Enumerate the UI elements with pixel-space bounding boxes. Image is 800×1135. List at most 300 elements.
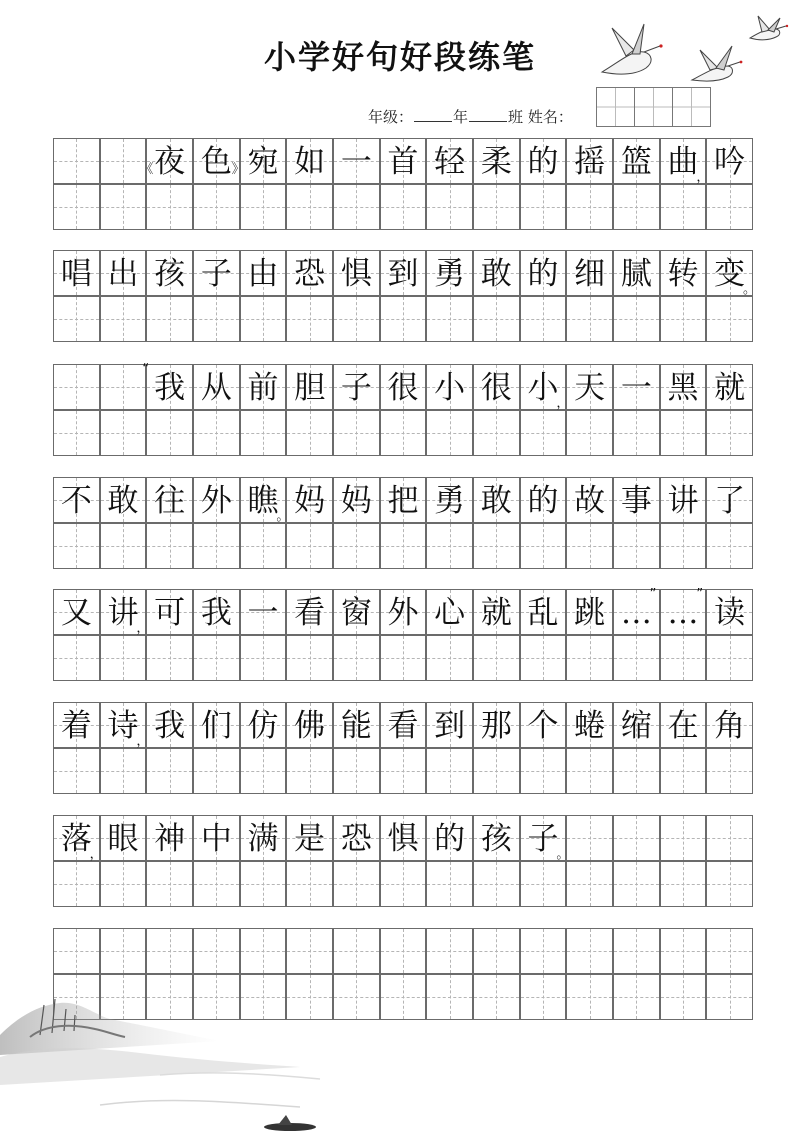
- writing-cell[interactable]: [566, 702, 613, 748]
- practice-cell[interactable]: [286, 410, 333, 456]
- grid-character: [334, 929, 379, 973]
- practice-cell[interactable]: [240, 635, 287, 681]
- practice-cell[interactable]: [100, 748, 147, 794]
- writing-cell[interactable]: [380, 702, 427, 748]
- writing-cell[interactable]: [53, 589, 100, 635]
- writing-cell[interactable]: [706, 364, 753, 410]
- practice-cell[interactable]: [473, 748, 520, 794]
- writing-cell[interactable]: [613, 364, 660, 410]
- practice-cell[interactable]: [146, 184, 193, 230]
- practice-cell[interactable]: [240, 184, 287, 230]
- writing-cell[interactable]: [706, 702, 753, 748]
- writing-cell[interactable]: [100, 250, 147, 296]
- punctuation-mark: ，: [556, 396, 570, 411]
- writing-cell[interactable]: [333, 477, 380, 523]
- writing-cell[interactable]: [380, 928, 427, 974]
- practice-cell[interactable]: [146, 296, 193, 342]
- practice-cell[interactable]: [660, 184, 707, 230]
- grid-character: 曲: [667, 144, 699, 180]
- grid-character: 一: [247, 595, 279, 631]
- practice-cell[interactable]: [613, 410, 660, 456]
- practice-cell[interactable]: [53, 523, 100, 569]
- writing-cell[interactable]: [380, 250, 427, 296]
- practice-cell[interactable]: [146, 523, 193, 569]
- writing-cell[interactable]: [380, 815, 427, 861]
- practice-cell[interactable]: [286, 523, 333, 569]
- practice-cell[interactable]: [380, 635, 427, 681]
- grid-character: 中: [200, 821, 232, 857]
- writing-cell[interactable]: [240, 364, 287, 410]
- practice-cell[interactable]: [706, 974, 753, 1020]
- grid-character: 子: [200, 256, 232, 292]
- practice-cell[interactable]: [333, 748, 380, 794]
- grid-character: …: [620, 595, 652, 631]
- writing-cell[interactable]: [473, 928, 520, 974]
- punctuation-mark: ，: [136, 734, 150, 749]
- grid-character: 我: [154, 370, 186, 406]
- name-label: 姓名：: [527, 108, 573, 126]
- writing-cell[interactable]: [566, 589, 613, 635]
- grid-character: 那: [480, 708, 512, 744]
- grid-character: 到: [387, 256, 419, 292]
- punctuation-mark: 。: [743, 282, 757, 297]
- practice-cell[interactable]: [53, 184, 100, 230]
- name-box[interactable]: [596, 87, 635, 127]
- grid-character: 我: [200, 595, 232, 631]
- practice-cell[interactable]: [240, 296, 287, 342]
- writing-cell[interactable]: [193, 250, 240, 296]
- grid-character: 腻: [620, 256, 652, 292]
- writing-cell[interactable]: [240, 589, 287, 635]
- practice-cell[interactable]: [426, 184, 473, 230]
- practice-cell[interactable]: [426, 523, 473, 569]
- practice-cell[interactable]: [286, 635, 333, 681]
- grid-character: 蜷: [574, 708, 606, 744]
- writing-cell[interactable]: [333, 250, 380, 296]
- writing-cell[interactable]: [473, 815, 520, 861]
- punctuation-mark: 》: [231, 162, 245, 177]
- writing-cell[interactable]: [660, 702, 707, 748]
- grade-blank[interactable]: [414, 107, 452, 122]
- grid-character: 细: [574, 256, 606, 292]
- writing-cell[interactable]: [146, 477, 193, 523]
- writing-cell[interactable]: [706, 138, 753, 184]
- writing-cell[interactable]: [520, 928, 567, 974]
- practice-cell[interactable]: [613, 184, 660, 230]
- writing-cell[interactable]: [520, 250, 567, 296]
- practice-cell[interactable]: [333, 296, 380, 342]
- writing-cell[interactable]: [146, 702, 193, 748]
- practice-cell[interactable]: [566, 410, 613, 456]
- practice-cell[interactable]: [53, 296, 100, 342]
- writing-cell[interactable]: [286, 250, 333, 296]
- grid-character: 讲: [667, 483, 699, 519]
- grid-character: 诗: [107, 708, 139, 744]
- practice-cell[interactable]: [660, 523, 707, 569]
- practice-cell[interactable]: [520, 861, 567, 907]
- grid-character: 能: [340, 708, 372, 744]
- practice-cell[interactable]: [240, 523, 287, 569]
- grid-character: [54, 139, 99, 183]
- practice-cell[interactable]: [193, 861, 240, 907]
- writing-cell[interactable]: [333, 364, 380, 410]
- grid-character: 事: [620, 483, 652, 519]
- writing-cell[interactable]: [333, 928, 380, 974]
- practice-cell[interactable]: [660, 635, 707, 681]
- grid-character: 惧: [340, 256, 372, 292]
- writing-cell[interactable]: [520, 702, 567, 748]
- practice-cell[interactable]: [193, 748, 240, 794]
- practice-cell[interactable]: [100, 635, 147, 681]
- practice-cell[interactable]: [240, 861, 287, 907]
- practice-cell[interactable]: [520, 748, 567, 794]
- practice-cell[interactable]: [53, 748, 100, 794]
- grid-character: 敢: [480, 483, 512, 519]
- practice-cell[interactable]: [613, 748, 660, 794]
- practice-cell[interactable]: [380, 861, 427, 907]
- grid-character: 天: [574, 370, 606, 406]
- grid-row: [53, 477, 753, 569]
- practice-cell[interactable]: [520, 410, 567, 456]
- practice-cell[interactable]: [706, 635, 753, 681]
- grid-character: [381, 929, 426, 973]
- practice-cell[interactable]: [566, 974, 613, 1020]
- punctuation-mark: ，: [89, 847, 103, 862]
- grid-character: 子: [340, 370, 372, 406]
- name-box[interactable]: [634, 87, 673, 127]
- writing-cell[interactable]: [473, 702, 520, 748]
- practice-cell[interactable]: [193, 296, 240, 342]
- writing-cell[interactable]: [520, 589, 567, 635]
- practice-cell[interactable]: [193, 410, 240, 456]
- grid-character: 个: [527, 708, 559, 744]
- grid-character: 恐: [340, 821, 372, 857]
- grid-character: 把: [387, 483, 419, 519]
- writing-cell[interactable]: [240, 138, 287, 184]
- practice-cell[interactable]: [380, 523, 427, 569]
- writing-cell[interactable]: [53, 364, 100, 410]
- practice-cell[interactable]: [380, 410, 427, 456]
- writing-cell[interactable]: [706, 928, 753, 974]
- practice-cell[interactable]: [660, 748, 707, 794]
- writing-cell[interactable]: [53, 250, 100, 296]
- practice-cell[interactable]: [426, 861, 473, 907]
- name-boxes[interactable]: [597, 87, 711, 127]
- punctuation-mark: ”: [696, 587, 704, 602]
- practice-cell[interactable]: [53, 635, 100, 681]
- writing-cell[interactable]: [53, 928, 100, 974]
- writing-cell[interactable]: [193, 589, 240, 635]
- grid-character: 很: [480, 370, 512, 406]
- writing-cell[interactable]: [146, 364, 193, 410]
- writing-cell[interactable]: [706, 815, 753, 861]
- grid-character: 孩: [480, 821, 512, 857]
- writing-cell[interactable]: [286, 702, 333, 748]
- grid-character: [474, 929, 519, 973]
- grid-character: 转: [667, 256, 699, 292]
- punctuation-mark: 。: [276, 509, 290, 524]
- grid-character: 夜: [154, 144, 186, 180]
- grid-character: 唱: [60, 256, 92, 292]
- grid-character: 看: [387, 708, 419, 744]
- writing-cell[interactable]: [660, 477, 707, 523]
- practice-cell[interactable]: [333, 523, 380, 569]
- grid-character: 眼: [107, 821, 139, 857]
- writing-cell[interactable]: [660, 364, 707, 410]
- grid-character: [661, 929, 706, 973]
- practice-cell[interactable]: [100, 523, 147, 569]
- practice-cell[interactable]: [566, 296, 613, 342]
- practice-cell[interactable]: [473, 523, 520, 569]
- writing-cell[interactable]: [146, 250, 193, 296]
- writing-cell[interactable]: [426, 138, 473, 184]
- grid-character: 敢: [480, 256, 512, 292]
- grid-character: 就: [714, 370, 746, 406]
- practice-cell[interactable]: [520, 635, 567, 681]
- writing-cell[interactable]: [286, 815, 333, 861]
- writing-cell[interactable]: [520, 138, 567, 184]
- practice-cell[interactable]: [193, 635, 240, 681]
- practice-cell[interactable]: [660, 410, 707, 456]
- practice-cell[interactable]: [100, 184, 147, 230]
- writing-cell[interactable]: [100, 477, 147, 523]
- practice-cell[interactable]: [286, 184, 333, 230]
- grid-character: 色: [200, 144, 232, 180]
- practice-cell[interactable]: [706, 748, 753, 794]
- grid-row: [53, 815, 753, 907]
- writing-cell[interactable]: [100, 928, 147, 974]
- grid-character: 一: [340, 144, 372, 180]
- grid-character: 的: [434, 821, 466, 857]
- writing-cell[interactable]: [286, 138, 333, 184]
- practice-cell[interactable]: [706, 410, 753, 456]
- writing-cell[interactable]: [473, 589, 520, 635]
- writing-cell[interactable]: [706, 477, 753, 523]
- practice-cell[interactable]: [613, 635, 660, 681]
- practice-cell[interactable]: [473, 974, 520, 1020]
- writing-cell[interactable]: [286, 589, 333, 635]
- practice-cell[interactable]: [706, 296, 753, 342]
- writing-cell[interactable]: [613, 815, 660, 861]
- practice-cell[interactable]: [613, 523, 660, 569]
- grid-character: 摇: [574, 144, 606, 180]
- writing-cell[interactable]: [613, 138, 660, 184]
- writing-cell[interactable]: [473, 364, 520, 410]
- writing-cell[interactable]: [286, 928, 333, 974]
- writing-cell[interactable]: [613, 250, 660, 296]
- practice-cell[interactable]: [100, 861, 147, 907]
- practice-cell[interactable]: [333, 861, 380, 907]
- punctuation-mark: ，: [696, 170, 710, 185]
- writing-cell[interactable]: [100, 362, 150, 410]
- practice-cell[interactable]: [286, 861, 333, 907]
- grid-character: 在: [667, 708, 699, 744]
- practice-cell[interactable]: [473, 861, 520, 907]
- practice-cell[interactable]: [520, 184, 567, 230]
- practice-cell[interactable]: [473, 635, 520, 681]
- writing-cell[interactable]: [613, 702, 660, 748]
- writing-cell[interactable]: [146, 928, 193, 974]
- practice-cell[interactable]: [520, 296, 567, 342]
- practice-cell[interactable]: [426, 296, 473, 342]
- practice-cell[interactable]: [286, 296, 333, 342]
- practice-cell[interactable]: [613, 861, 660, 907]
- practice-cell[interactable]: [426, 410, 473, 456]
- grid-character: [241, 929, 286, 973]
- writing-cell[interactable]: [240, 928, 287, 974]
- writing-cell[interactable]: [473, 250, 520, 296]
- grid-character: 讲: [107, 595, 139, 631]
- writing-cell[interactable]: [426, 589, 473, 635]
- writing-cell[interactable]: [240, 250, 287, 296]
- practice-cell[interactable]: [566, 635, 613, 681]
- writing-cell[interactable]: [146, 589, 193, 635]
- writing-cell[interactable]: [473, 477, 520, 523]
- practice-cell[interactable]: [660, 974, 707, 1020]
- writing-cell[interactable]: [240, 815, 287, 861]
- practice-cell[interactable]: [706, 184, 753, 230]
- writing-cell[interactable]: [660, 928, 707, 974]
- practice-cell[interactable]: [426, 974, 473, 1020]
- practice-cell[interactable]: [473, 410, 520, 456]
- practice-cell[interactable]: [333, 184, 380, 230]
- practice-cell[interactable]: [333, 410, 380, 456]
- writing-cell[interactable]: [613, 928, 660, 974]
- writing-cell[interactable]: [426, 477, 473, 523]
- grid-character: 着: [60, 708, 92, 744]
- practice-cell[interactable]: [566, 184, 613, 230]
- practice-cell[interactable]: [100, 410, 147, 456]
- class-label: 班: [508, 108, 524, 126]
- writing-cell[interactable]: [333, 702, 380, 748]
- practice-cell[interactable]: [146, 748, 193, 794]
- punctuation-mark: “: [142, 362, 150, 377]
- practice-cell[interactable]: [193, 184, 240, 230]
- writing-cell[interactable]: [286, 477, 333, 523]
- writing-cell[interactable]: [660, 815, 707, 861]
- practice-cell[interactable]: [520, 523, 567, 569]
- writing-cell[interactable]: [193, 364, 240, 410]
- writing-cell[interactable]: [100, 815, 147, 861]
- grid-character: 心: [434, 595, 466, 631]
- practice-cell[interactable]: [473, 296, 520, 342]
- writing-cell[interactable]: [333, 589, 380, 635]
- practice-cell[interactable]: [53, 410, 100, 456]
- practice-cell[interactable]: [380, 296, 427, 342]
- writing-cell[interactable]: [426, 250, 473, 296]
- writing-cell[interactable]: [333, 815, 380, 861]
- writing-cell[interactable]: [566, 477, 613, 523]
- grid-character: 子: [527, 821, 559, 857]
- practice-cell[interactable]: [426, 748, 473, 794]
- writing-cell[interactable]: [333, 138, 380, 184]
- writing-cell[interactable]: [473, 138, 520, 184]
- page-title: 小学好句好段练笔: [263, 38, 536, 76]
- grid-character: 瞧: [247, 483, 279, 519]
- practice-cell[interactable]: [566, 748, 613, 794]
- writing-cell[interactable]: [380, 364, 427, 410]
- writing-cell[interactable]: [193, 702, 240, 748]
- practice-cell[interactable]: [146, 635, 193, 681]
- grid-character: 孩: [154, 256, 186, 292]
- writing-cell[interactable]: [53, 477, 100, 523]
- practice-cell[interactable]: [380, 184, 427, 230]
- grid-character: 勇: [434, 483, 466, 519]
- practice-cell[interactable]: [706, 861, 753, 907]
- writing-cell[interactable]: [426, 364, 473, 410]
- practice-cell[interactable]: [473, 184, 520, 230]
- practice-cell[interactable]: [613, 296, 660, 342]
- grid-character: 可: [154, 595, 186, 631]
- grid-character: 仿: [247, 708, 279, 744]
- writing-cell[interactable]: [380, 589, 427, 635]
- practice-cell[interactable]: [706, 523, 753, 569]
- practice-cell[interactable]: [146, 410, 193, 456]
- writing-cell[interactable]: [193, 928, 240, 974]
- writing-cell[interactable]: [566, 928, 613, 974]
- writing-cell[interactable]: [520, 477, 567, 523]
- practice-cell[interactable]: [380, 748, 427, 794]
- writing-cell[interactable]: [426, 928, 473, 974]
- practice-cell[interactable]: [146, 861, 193, 907]
- writing-cell[interactable]: [193, 477, 240, 523]
- practice-cell[interactable]: [566, 523, 613, 569]
- grid-character: 们: [200, 708, 232, 744]
- writing-cell[interactable]: [286, 364, 333, 410]
- practice-cell[interactable]: [100, 296, 147, 342]
- writing-cell[interactable]: [146, 815, 193, 861]
- writing-cell[interactable]: [193, 815, 240, 861]
- writing-cell[interactable]: [706, 589, 753, 635]
- writing-cell[interactable]: [240, 702, 287, 748]
- practice-cell[interactable]: [240, 748, 287, 794]
- writing-cell[interactable]: [566, 250, 613, 296]
- practice-cell[interactable]: [660, 296, 707, 342]
- name-box[interactable]: [672, 87, 711, 127]
- writing-cell[interactable]: [566, 364, 613, 410]
- grid-character: 满: [247, 821, 279, 857]
- writing-cell[interactable]: [53, 138, 100, 184]
- writing-cell[interactable]: [53, 702, 100, 748]
- writing-cell[interactable]: [426, 815, 473, 861]
- practice-cell[interactable]: [286, 748, 333, 794]
- writing-cell[interactable]: [613, 477, 660, 523]
- class-blank[interactable]: [469, 107, 507, 122]
- grid-character: 敢: [107, 483, 139, 519]
- writing-cell[interactable]: [380, 138, 427, 184]
- practice-cell[interactable]: [660, 861, 707, 907]
- practice-cell[interactable]: [520, 974, 567, 1020]
- grid-character: 勇: [434, 256, 466, 292]
- practice-cell[interactable]: [566, 861, 613, 907]
- grid-character: [101, 139, 146, 183]
- writing-cell[interactable]: [566, 138, 613, 184]
- writing-cell[interactable]: [426, 702, 473, 748]
- writing-cell[interactable]: [100, 138, 147, 184]
- grid-character: 很: [387, 370, 419, 406]
- grid-character: [567, 816, 612, 860]
- practice-cell[interactable]: [613, 974, 660, 1020]
- practice-cell[interactable]: [53, 861, 100, 907]
- practice-cell[interactable]: [193, 523, 240, 569]
- practice-cell[interactable]: [240, 410, 287, 456]
- practice-cell[interactable]: [426, 635, 473, 681]
- practice-cell[interactable]: [333, 635, 380, 681]
- writing-cell[interactable]: [566, 815, 613, 861]
- writing-cell[interactable]: [380, 477, 427, 523]
- writing-cell[interactable]: [660, 250, 707, 296]
- grid-character: [101, 365, 146, 409]
